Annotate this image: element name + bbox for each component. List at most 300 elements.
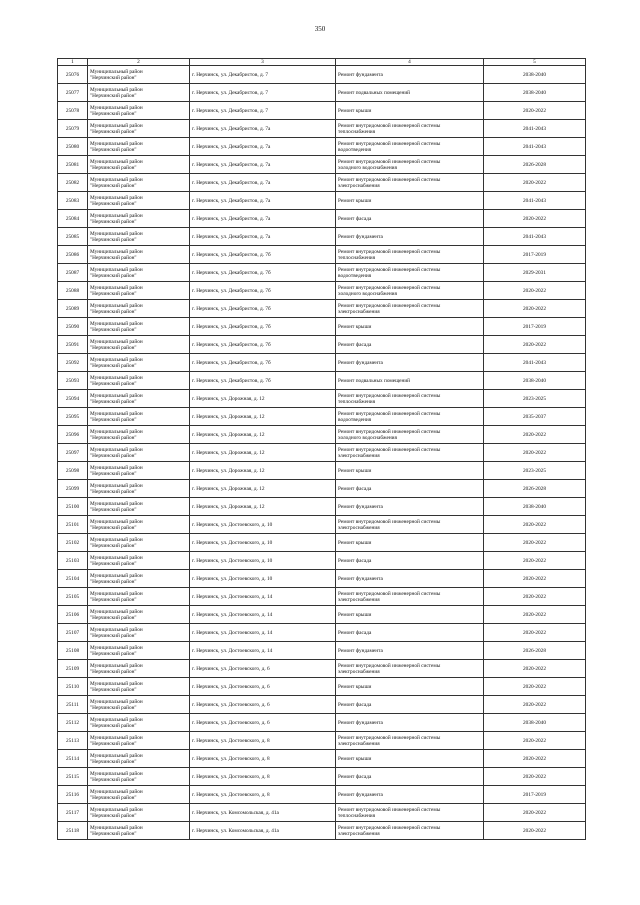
row-number-cell: 25111 — [58, 696, 88, 714]
work-type-line: водоотведения — [338, 416, 372, 423]
period-cell: 2020-2022 — [484, 750, 586, 768]
address-cell: г. Нерчинск, ул. Достоевского, д. 8 — [190, 732, 336, 750]
municipality-line: Муниципальный район — [90, 356, 143, 363]
address-cell: г. Нерчинск, ул. Достоевского, д. 8 — [190, 786, 336, 804]
municipality-line: Муниципальный район — [90, 590, 143, 597]
address-cell: г. Нерчинск, ул. Декабристов, д. 7б — [190, 318, 336, 336]
address-cell: г. Нерчинск, ул. Декабристов, д. 7б — [190, 336, 336, 354]
work-type-cell — [336, 426, 484, 444]
address-cell: г. Нерчинск, ул. Декабристов, д. 7 — [190, 102, 336, 120]
table-row — [58, 660, 586, 678]
work-type-line: Ремонт фундамента — [338, 575, 383, 582]
address-cell: г. Нерчинск, ул. Достоевского, д. 6 — [190, 696, 336, 714]
municipality-cell — [88, 498, 190, 516]
table-row — [58, 498, 586, 516]
work-type-line: теплоснабжения — [338, 128, 376, 135]
work-type-cell — [336, 624, 484, 642]
municipality-cell — [88, 408, 190, 426]
municipality-line: Муниципальный район — [90, 806, 143, 813]
municipality-line: Муниципальный район — [90, 500, 143, 507]
table-header-row — [58, 59, 586, 66]
municipality-cell — [88, 174, 190, 192]
page-number: 350 — [314, 25, 326, 33]
address-cell: г. Нерчинск, ул. Достоевского, д. 10 — [190, 552, 336, 570]
work-type-line: Ремонт подвальных помещений — [338, 89, 410, 96]
address-cell: г. Нерчинск, ул. Декабристов, д. 7 — [190, 84, 336, 102]
work-type-line: Ремонт крыши — [338, 197, 372, 204]
period-cell: 2026-2028 — [484, 480, 586, 498]
period-cell: 2020-2022 — [484, 210, 586, 228]
address-cell: г. Нерчинск, ул. Дорожная, д. 12 — [190, 426, 336, 444]
row-number-cell: 25091 — [58, 336, 88, 354]
municipality-line: "Нерчинский район" — [90, 74, 137, 81]
municipality-line: Муниципальный район — [90, 680, 143, 687]
work-type-line: холодного водоснабжения — [338, 290, 397, 297]
period-cell: 2020-2022 — [484, 570, 586, 588]
work-type-line: Ремонт внутридомовой инженерной системы — [338, 158, 441, 165]
work-type-cell — [336, 732, 484, 750]
period-cell: 2029-2031 — [484, 264, 586, 282]
municipality-line: "Нерчинский район" — [90, 344, 137, 351]
period-cell: 2020-2022 — [484, 300, 586, 318]
address-cell: г. Нерчинск, ул. Достоевского, д. 6 — [190, 714, 336, 732]
work-type-cell — [336, 498, 484, 516]
work-type-line: Ремонт внутридомовой инженерной системы — [338, 266, 441, 273]
municipality-line: Муниципальный район — [90, 338, 143, 345]
period-cell: 2041-2043 — [484, 138, 586, 156]
address-cell: г. Нерчинск, ул. Декабристов, д. 7а — [190, 120, 336, 138]
work-type-line: Ремонт внутридомовой инженерной системы — [338, 446, 441, 453]
municipality-line: "Нерчинский район" — [90, 308, 137, 315]
municipality-line: Муниципальный район — [90, 158, 143, 165]
work-type-line: электроснабжения — [338, 182, 380, 189]
work-type-line: электроснабжения — [338, 524, 380, 531]
municipality-line: Муниципальный район — [90, 230, 143, 237]
work-type-cell — [336, 822, 484, 840]
work-type-cell — [336, 354, 484, 372]
work-type-cell — [336, 336, 484, 354]
row-number-cell: 25099 — [58, 480, 88, 498]
address-cell: г. Нерчинск, ул. Декабристов, д. 7а — [190, 228, 336, 246]
municipality-cell — [88, 300, 190, 318]
work-type-cell — [336, 660, 484, 678]
work-type-cell — [336, 300, 484, 318]
row-number-cell: 25095 — [58, 408, 88, 426]
row-number-cell: 25083 — [58, 192, 88, 210]
municipality-line: "Нерчинский район" — [90, 218, 137, 225]
work-type-line: Ремонт крыши — [338, 683, 372, 690]
municipality-line: "Нерчинский район" — [90, 560, 137, 567]
work-type-line: Ремонт фасада — [338, 701, 372, 708]
municipality-line: "Нерчинский район" — [90, 614, 137, 621]
municipality-line: Муниципальный район — [90, 554, 143, 561]
work-type-line: холодного водоснабжения — [338, 434, 397, 441]
period-cell: 2020-2022 — [484, 696, 586, 714]
work-type-cell — [336, 750, 484, 768]
work-type-cell — [336, 138, 484, 156]
row-number-cell: 25109 — [58, 660, 88, 678]
municipality-line: "Нерчинский район" — [90, 452, 137, 459]
period-cell: 2038-2040 — [484, 66, 586, 84]
row-number-cell: 25093 — [58, 372, 88, 390]
municipality-line: Муниципальный район — [90, 788, 143, 795]
municipality-line: Муниципальный район — [90, 572, 143, 579]
period-cell: 2020-2022 — [484, 552, 586, 570]
work-type-cell — [336, 804, 484, 822]
address-cell: г. Нерчинск, ул. Достоевского, д. 10 — [190, 570, 336, 588]
municipality-line: Муниципальный район — [90, 662, 143, 669]
address-cell: г. Нерчинск, ул. Достоевского, д. 14 — [190, 606, 336, 624]
address-cell: г. Нерчинск, ул. Достоевского, д. 6 — [190, 678, 336, 696]
work-type-cell — [336, 696, 484, 714]
work-type-cell — [336, 462, 484, 480]
work-type-cell — [336, 120, 484, 138]
period-cell: 2026-2028 — [484, 156, 586, 174]
municipality-line: "Нерчинский район" — [90, 236, 137, 243]
municipality-line: Муниципальный район — [90, 734, 143, 741]
period-cell: 2020-2022 — [484, 606, 586, 624]
municipality-cell — [88, 552, 190, 570]
work-type-line: Ремонт внутридомовой инженерной системы — [338, 392, 441, 399]
municipality-line: "Нерчинский район" — [90, 506, 137, 513]
table-row — [58, 264, 586, 282]
municipality-cell — [88, 570, 190, 588]
work-type-cell — [336, 678, 484, 696]
work-type-line: электроснабжения — [338, 596, 380, 603]
work-type-line: Ремонт фасада — [338, 341, 372, 348]
work-type-cell — [336, 84, 484, 102]
table-row — [58, 588, 586, 606]
municipality-cell — [88, 318, 190, 336]
address-cell: г. Нерчинск, ул. Декабристов, д. 7а — [190, 192, 336, 210]
municipality-cell — [88, 462, 190, 480]
period-cell: 2020-2022 — [484, 822, 586, 840]
column-header: 5 — [484, 59, 586, 66]
work-type-cell — [336, 444, 484, 462]
work-type-line: электроснабжения — [338, 740, 380, 747]
work-type-cell — [336, 228, 484, 246]
table-row — [58, 606, 586, 624]
row-number-cell: 25080 — [58, 138, 88, 156]
column-header: 1 — [58, 59, 88, 66]
table-row — [58, 624, 586, 642]
municipality-line: "Нерчинский район" — [90, 200, 137, 207]
municipality-line: Муниципальный район — [90, 824, 143, 831]
municipality-cell — [88, 822, 190, 840]
work-type-line: электроснабжения — [338, 668, 380, 675]
municipality-line: Муниципальный район — [90, 248, 143, 255]
row-number-cell: 25103 — [58, 552, 88, 570]
municipality-line: "Нерчинский район" — [90, 470, 137, 477]
municipality-line: "Нерчинский район" — [90, 578, 137, 585]
table-body — [58, 66, 586, 840]
period-cell: 2020-2022 — [484, 660, 586, 678]
municipality-cell — [88, 102, 190, 120]
municipality-line: "Нерчинский район" — [90, 92, 137, 99]
row-number-cell: 25105 — [58, 588, 88, 606]
row-number-cell: 25113 — [58, 732, 88, 750]
work-type-cell — [336, 390, 484, 408]
table-row — [58, 426, 586, 444]
period-cell: 2020-2022 — [484, 336, 586, 354]
table-row — [58, 138, 586, 156]
work-type-line: электроснабжения — [338, 308, 380, 315]
address-cell: г. Нерчинск, ул. Дорожная, д. 12 — [190, 498, 336, 516]
period-cell: 2020-2022 — [484, 444, 586, 462]
municipality-cell — [88, 372, 190, 390]
work-type-cell — [336, 552, 484, 570]
period-cell: 2017-2019 — [484, 318, 586, 336]
column-header: 2 — [88, 59, 190, 66]
row-number-cell: 25085 — [58, 228, 88, 246]
period-cell: 2020-2022 — [484, 624, 586, 642]
work-type-line: Ремонт фундамента — [338, 233, 383, 240]
municipality-line: Муниципальный район — [90, 410, 143, 417]
municipality-line: Муниципальный район — [90, 518, 143, 525]
work-type-line: Ремонт фасада — [338, 485, 372, 492]
period-cell: 2017-2019 — [484, 246, 586, 264]
work-type-cell — [336, 408, 484, 426]
row-number-cell: 25090 — [58, 318, 88, 336]
address-cell: г. Нерчинск, ул. Декабристов, д. 7а — [190, 174, 336, 192]
address-cell: г. Нерчинск, ул. Декабристов, д. 7б — [190, 372, 336, 390]
work-type-line: Ремонт внутридомовой инженерной системы — [338, 284, 441, 291]
municipality-line: Муниципальный район — [90, 644, 143, 651]
municipality-line: Муниципальный район — [90, 716, 143, 723]
row-number-cell: 25104 — [58, 570, 88, 588]
work-type-line: Ремонт крыши — [338, 323, 372, 330]
work-type-line: Ремонт крыши — [338, 539, 372, 546]
municipality-line: "Нерчинский район" — [90, 776, 137, 783]
table-row — [58, 408, 586, 426]
municipality-line: Муниципальный район — [90, 104, 143, 111]
municipality-line: "Нерчинский район" — [90, 812, 137, 819]
work-type-line: Ремонт фундамента — [338, 719, 383, 726]
work-type-cell — [336, 66, 484, 84]
table-row — [58, 462, 586, 480]
period-cell: 2023-2025 — [484, 390, 586, 408]
address-cell: г. Нерчинск, ул. Декабристов, д. 7а — [190, 210, 336, 228]
municipality-cell — [88, 768, 190, 786]
column-header: 4 — [336, 59, 484, 66]
period-cell: 2023-2025 — [484, 462, 586, 480]
period-cell: 2038-2040 — [484, 372, 586, 390]
work-type-line: Ремонт фасада — [338, 773, 372, 780]
period-cell: 2020-2022 — [484, 678, 586, 696]
row-number-cell: 25086 — [58, 246, 88, 264]
column-header: 3 — [190, 59, 336, 66]
municipality-cell — [88, 732, 190, 750]
work-type-line: Ремонт фундамента — [338, 359, 383, 366]
municipality-line: "Нерчинский район" — [90, 596, 137, 603]
table-row — [58, 390, 586, 408]
municipality-line: "Нерчинский район" — [90, 758, 137, 765]
municipality-cell — [88, 678, 190, 696]
work-type-line: Ремонт внутридомовой инженерной системы — [338, 806, 441, 813]
municipality-line: "Нерчинский район" — [90, 272, 137, 279]
work-type-line: Ремонт внутридомовой инженерной системы — [338, 428, 441, 435]
row-number-cell: 25081 — [58, 156, 88, 174]
municipality-cell — [88, 138, 190, 156]
municipality-cell — [88, 84, 190, 102]
table-row — [58, 552, 586, 570]
row-number-cell: 25110 — [58, 678, 88, 696]
period-cell: 2020-2022 — [484, 732, 586, 750]
table-row — [58, 102, 586, 120]
work-type-cell — [336, 282, 484, 300]
work-type-line: Ремонт крыши — [338, 611, 372, 618]
municipality-cell — [88, 534, 190, 552]
table-row — [58, 318, 586, 336]
period-cell: 2038-2040 — [484, 84, 586, 102]
municipality-line: Муниципальный район — [90, 284, 143, 291]
address-cell: г. Нерчинск, ул. Достоевского, д. 6 — [190, 660, 336, 678]
address-cell: г. Нерчинск, ул. Декабристов, д. 7б — [190, 282, 336, 300]
work-type-cell — [336, 570, 484, 588]
work-type-cell — [336, 786, 484, 804]
table-row — [58, 642, 586, 660]
table-row — [58, 804, 586, 822]
row-number-cell: 25115 — [58, 768, 88, 786]
work-type-line: Ремонт крыши — [338, 755, 372, 762]
period-cell: 2041-2043 — [484, 192, 586, 210]
period-cell: 2038-2040 — [484, 498, 586, 516]
municipality-line: Муниципальный район — [90, 194, 143, 201]
address-cell: г. Нерчинск, ул. Декабристов, д. 7 — [190, 66, 336, 84]
work-type-line: Ремонт фасада — [338, 557, 372, 564]
municipality-line: "Нерчинский район" — [90, 398, 137, 405]
table-row — [58, 372, 586, 390]
table-row — [58, 714, 586, 732]
address-cell: г. Нерчинск, ул. Декабристов, д. 7а — [190, 156, 336, 174]
municipality-line: Муниципальный район — [90, 86, 143, 93]
table-row — [58, 768, 586, 786]
table-row — [58, 516, 586, 534]
work-type-cell — [336, 606, 484, 624]
municipality-cell — [88, 606, 190, 624]
table-row — [58, 66, 586, 84]
table-row — [58, 354, 586, 372]
municipality-cell — [88, 354, 190, 372]
municipality-cell — [88, 156, 190, 174]
row-number-cell: 25117 — [58, 804, 88, 822]
work-type-line: электроснабжения — [338, 452, 380, 459]
capital-repair-table — [57, 58, 586, 840]
work-type-line: Ремонт внутридомовой инженерной системы — [338, 122, 441, 129]
work-type-line: водоотведения — [338, 146, 372, 153]
row-number-cell: 25079 — [58, 120, 88, 138]
work-type-cell — [336, 192, 484, 210]
municipality-line: Муниципальный район — [90, 752, 143, 759]
work-type-line: водоотведения — [338, 272, 372, 279]
municipality-cell — [88, 516, 190, 534]
work-type-cell — [336, 642, 484, 660]
period-cell: 2020-2022 — [484, 804, 586, 822]
address-cell: г. Нерчинск, ул. Дорожная, д. 12 — [190, 480, 336, 498]
municipality-cell — [88, 210, 190, 228]
table-row — [58, 300, 586, 318]
municipality-line: Муниципальный район — [90, 464, 143, 471]
municipality-line: Муниципальный район — [90, 68, 143, 75]
address-cell: г. Нерчинск, ул. Дорожная, д. 12 — [190, 408, 336, 426]
work-type-cell — [336, 246, 484, 264]
work-type-line: Ремонт фундамента — [338, 647, 383, 654]
address-cell: г. Нерчинск, ул. Дорожная, д. 12 — [190, 444, 336, 462]
row-number-cell: 25100 — [58, 498, 88, 516]
work-type-line: электроснабжения — [338, 830, 380, 837]
municipality-cell — [88, 246, 190, 264]
work-type-cell — [336, 534, 484, 552]
municipality-line: Муниципальный район — [90, 446, 143, 453]
row-number-cell: 25101 — [58, 516, 88, 534]
municipality-line: "Нерчинский район" — [90, 650, 137, 657]
row-number-cell: 25077 — [58, 84, 88, 102]
municipality-cell — [88, 696, 190, 714]
work-type-line: Ремонт крыши — [338, 107, 372, 114]
municipality-line: Муниципальный район — [90, 212, 143, 219]
municipality-line: "Нерчинский район" — [90, 542, 137, 549]
table-row — [58, 228, 586, 246]
row-number-cell: 25076 — [58, 66, 88, 84]
period-cell: 2026-2028 — [484, 642, 586, 660]
work-type-line: холодного водоснабжения — [338, 164, 397, 171]
municipality-line: "Нерчинский район" — [90, 182, 137, 189]
municipality-line: "Нерчинский район" — [90, 326, 137, 333]
table-row — [58, 120, 586, 138]
work-type-line: Ремонт фундамента — [338, 791, 383, 798]
row-number-cell: 25102 — [58, 534, 88, 552]
municipality-line: "Нерчинский район" — [90, 380, 137, 387]
municipality-line: "Нерчинский район" — [90, 722, 137, 729]
work-type-cell — [336, 264, 484, 282]
municipality-line: Муниципальный район — [90, 320, 143, 327]
period-cell: 2017-2019 — [484, 786, 586, 804]
municipality-line: "Нерчинский район" — [90, 686, 137, 693]
municipality-line: Муниципальный район — [90, 266, 143, 273]
work-type-line: Ремонт крыши — [338, 467, 372, 474]
row-number-cell: 25098 — [58, 462, 88, 480]
municipality-line: Муниципальный район — [90, 122, 143, 129]
municipality-line: Муниципальный район — [90, 770, 143, 777]
period-cell: 2020-2022 — [484, 534, 586, 552]
municipality-line: Муниципальный район — [90, 626, 143, 633]
municipality-line: Муниципальный район — [90, 302, 143, 309]
period-cell: 2020-2022 — [484, 516, 586, 534]
work-type-line: Ремонт внутридомовой инженерной системы — [338, 824, 441, 831]
table-row — [58, 444, 586, 462]
work-type-line: Ремонт внутридомовой инженерной системы — [338, 410, 441, 417]
period-cell: 2041-2043 — [484, 120, 586, 138]
table-row — [58, 786, 586, 804]
work-type-line: Ремонт внутридомовой инженерной системы — [338, 518, 441, 525]
municipality-cell — [88, 192, 190, 210]
table-row — [58, 84, 586, 102]
work-type-line: Ремонт подвальных помещений — [338, 377, 410, 384]
municipality-line: Муниципальный район — [90, 536, 143, 543]
municipality-cell — [88, 714, 190, 732]
table-row — [58, 192, 586, 210]
municipality-line: Муниципальный район — [90, 608, 143, 615]
work-type-line: теплоснабжения — [338, 812, 376, 819]
row-number-cell: 25094 — [58, 390, 88, 408]
work-type-cell — [336, 318, 484, 336]
municipality-line: Муниципальный район — [90, 698, 143, 705]
period-cell: 2038-2040 — [484, 714, 586, 732]
municipality-line: "Нерчинский район" — [90, 362, 137, 369]
municipality-line: "Нерчинский район" — [90, 632, 137, 639]
table-row — [58, 822, 586, 840]
municipality-cell — [88, 660, 190, 678]
